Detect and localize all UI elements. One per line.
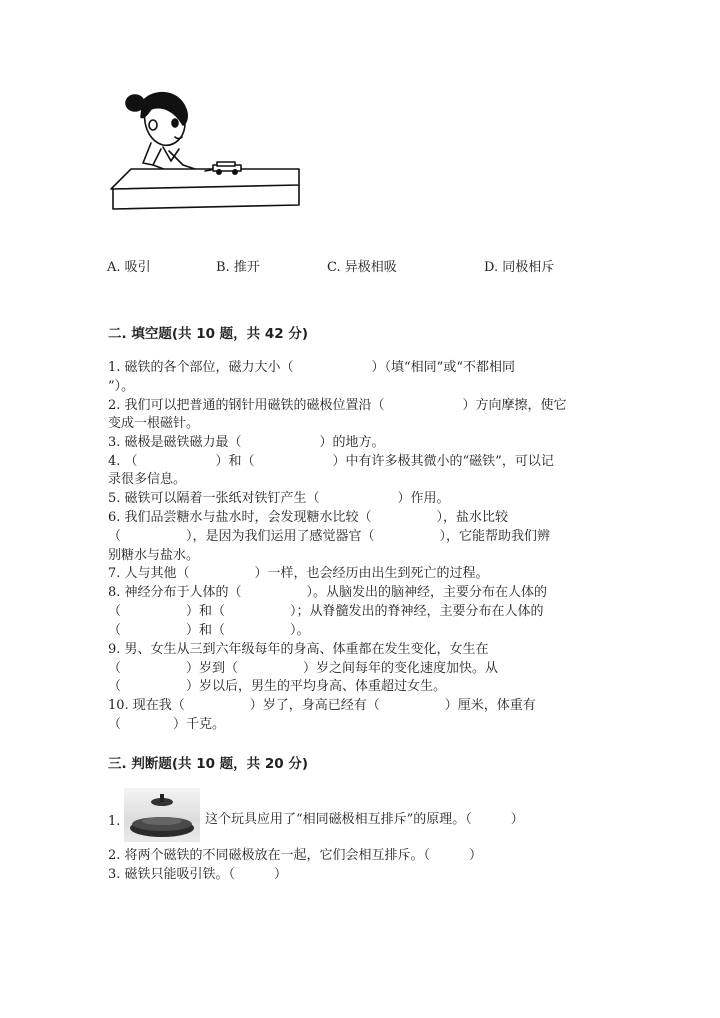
fill-line: 5. 磁铁可以隔着一张纸对铁钉产生（ ）作用。	[108, 491, 450, 506]
fill-line: 2. 我们可以把普通的钢针用磁铁的磁极位置沿（ ）方向摩擦，使它	[108, 398, 567, 413]
fill-line: 别糖水与盐水。	[108, 548, 200, 563]
levitating-top-toy-image	[124, 788, 200, 842]
judge-q2: 2. 将两个磁铁的不同磁极放在一起，它们会相互排斥。（ ）	[108, 848, 483, 863]
fill-line: 3. 磁极是磁铁磁力最（ ）的地方。	[108, 435, 385, 450]
judge-q3: 3. 磁铁只能吸引铁。（ ）	[108, 867, 288, 882]
fill-line: 变成一根磁针。	[108, 416, 200, 431]
fill-line: （ ）和（ ）；从脊髓发出的脊神经，主要分布在人体的	[108, 604, 544, 619]
fill-line: （ ）千克。	[108, 717, 226, 732]
option-d[interactable]: D. 同极相斥	[484, 260, 555, 275]
fill-line: 8. 神经分布于人体的（ ）。从脑发出的脑神经，主要分布在人体的	[108, 585, 548, 600]
judge-q1-number: 1.	[108, 814, 121, 829]
option-b[interactable]: B. 推开	[216, 260, 260, 275]
fill-line: 6. 我们品尝糖水与盐水时，会发现糖水比较（ ），盐水比较	[108, 510, 509, 525]
judge-q1-text: 这个玩具应用了“相同磁极相互排斥”的原理。（ ）	[205, 812, 524, 827]
section-3-heading: 三. 判断题(共 10 题，共 20 分)	[108, 756, 309, 772]
fill-line: 1. 磁铁的各个部位，磁力大小（ ）（填“相同”或“不都相同	[108, 360, 515, 375]
fill-line: （ ），是因为我们运用了感觉器官（ ），它能帮助我们辨	[108, 529, 551, 544]
fill-line: （ ）岁到（ ）岁之间每年的变化速度加快。从	[108, 661, 499, 676]
fill-line: ”）。	[108, 379, 135, 394]
fill-line: （ ）和（ ）。	[108, 623, 310, 638]
fill-line: 7. 人与其他（ ）一样，也会经历由出生到死亡的过程。	[108, 566, 489, 581]
fill-line: 9. 男、女生从三到六年级每年的身高、体重都在发生变化，女生在	[108, 642, 489, 657]
fill-line: （ ）岁以后，男生的平均身高、体重超过女生。	[108, 679, 447, 694]
fill-line: 4. （ ）和（ ）中有许多极其微小的“磁铁”，可以记	[108, 454, 554, 469]
fill-line: 录很多信息。	[108, 472, 187, 487]
section-2-heading: 二. 填空题(共 10 题，共 42 分)	[108, 326, 309, 342]
option-a[interactable]: A. 吸引	[107, 260, 151, 275]
fill-line: 10. 现在我（ ）岁了，身高已经有（ ）厘米，体重有	[108, 698, 536, 713]
option-c[interactable]: C. 异极相吸	[327, 260, 397, 275]
girl-at-table-illustration	[105, 85, 305, 220]
